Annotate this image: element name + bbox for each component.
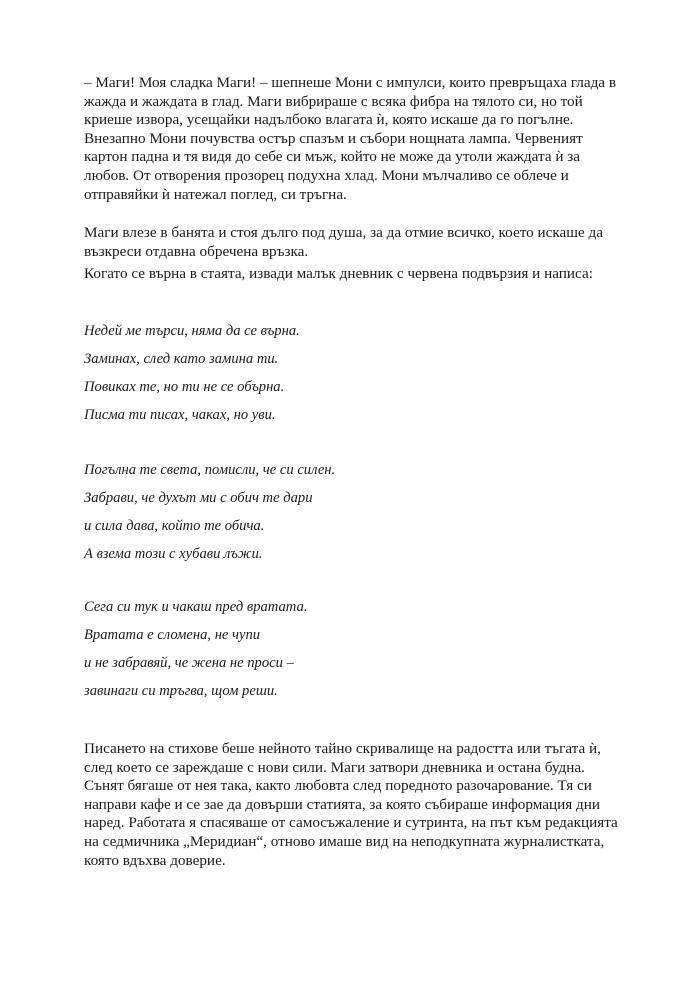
poem-line: и сила дава, който те обича. xyxy=(84,518,265,534)
poem-line: Вратата е сломена, не чупи xyxy=(84,627,261,643)
poem-line: Повиках те, но ти не се обърна. xyxy=(84,379,285,395)
paragraph-opening: – Маги! Моя сладка Маги! – шепнеше Мони с импулси, които превръщаха глада в жажда и жаждата в глад. Маги вибрираше с всяка фибра на тялото си, но той криеше извора, усещайки надълбоко влагата ѝ, която искаше да го погълне. Внезапно Мони почувства остър спазъм и събори нощната лампа. Червеният картон падна и тя видя до себе си мъж, който не може да утоли жаждата ѝ за любов. От отворения прозорец подухна хлад. Мони мълчаливо се облече и отправяйки ѝ натежал поглед, си тръгна. xyxy=(84,74,617,203)
poem-line: Писма ти писах, чаках, но уви. xyxy=(84,407,276,423)
paragraph-closing: Писането на стихове беше нейното тайно скривалище на радостта или тъгата ѝ, след което се зареждаше с нови сили. Маги затвори дневника и остана будна. Сънят бягаше от нея така, както любовта след поредното разочарование. Тя си направи кафе и се зае да довърши статията, за която събираше информация дни наред. Работата я спасяваше от самосъжаление и сутринта, на път към редакцията на седмичника „Меридиан“, отново имаше вид на неподкупната журналистката, която вдъхва доверие. xyxy=(84,740,618,869)
poem-line: завинаги си тръгва, щом реши. xyxy=(84,683,278,699)
poem-line: Забрави, че духът ми с обич те дари xyxy=(84,490,313,506)
poem-line: Погълна те света, помисли, че си силен. xyxy=(84,462,336,478)
poem-line: Недей ме търси, няма да се върна. xyxy=(84,323,300,339)
poem-line: А взема този с хубави лъжи. xyxy=(84,546,263,562)
paragraph-shower: Маги влезе в банята и стоя дълго под душа, за да отмие всичко, което искаше да възкреси отдавна обречена връзка. xyxy=(84,224,603,260)
poem-line: Заминах, след като замина ти. xyxy=(84,351,279,367)
poem-line: Сега си тук и чакаш пред вратата. xyxy=(84,599,308,615)
paragraph-diary: Когато се върна в стаята, извади малък дневник с червена подвързия и написа: xyxy=(84,265,593,282)
poem-line: и не забравяй, че жена не проси – xyxy=(84,655,294,671)
